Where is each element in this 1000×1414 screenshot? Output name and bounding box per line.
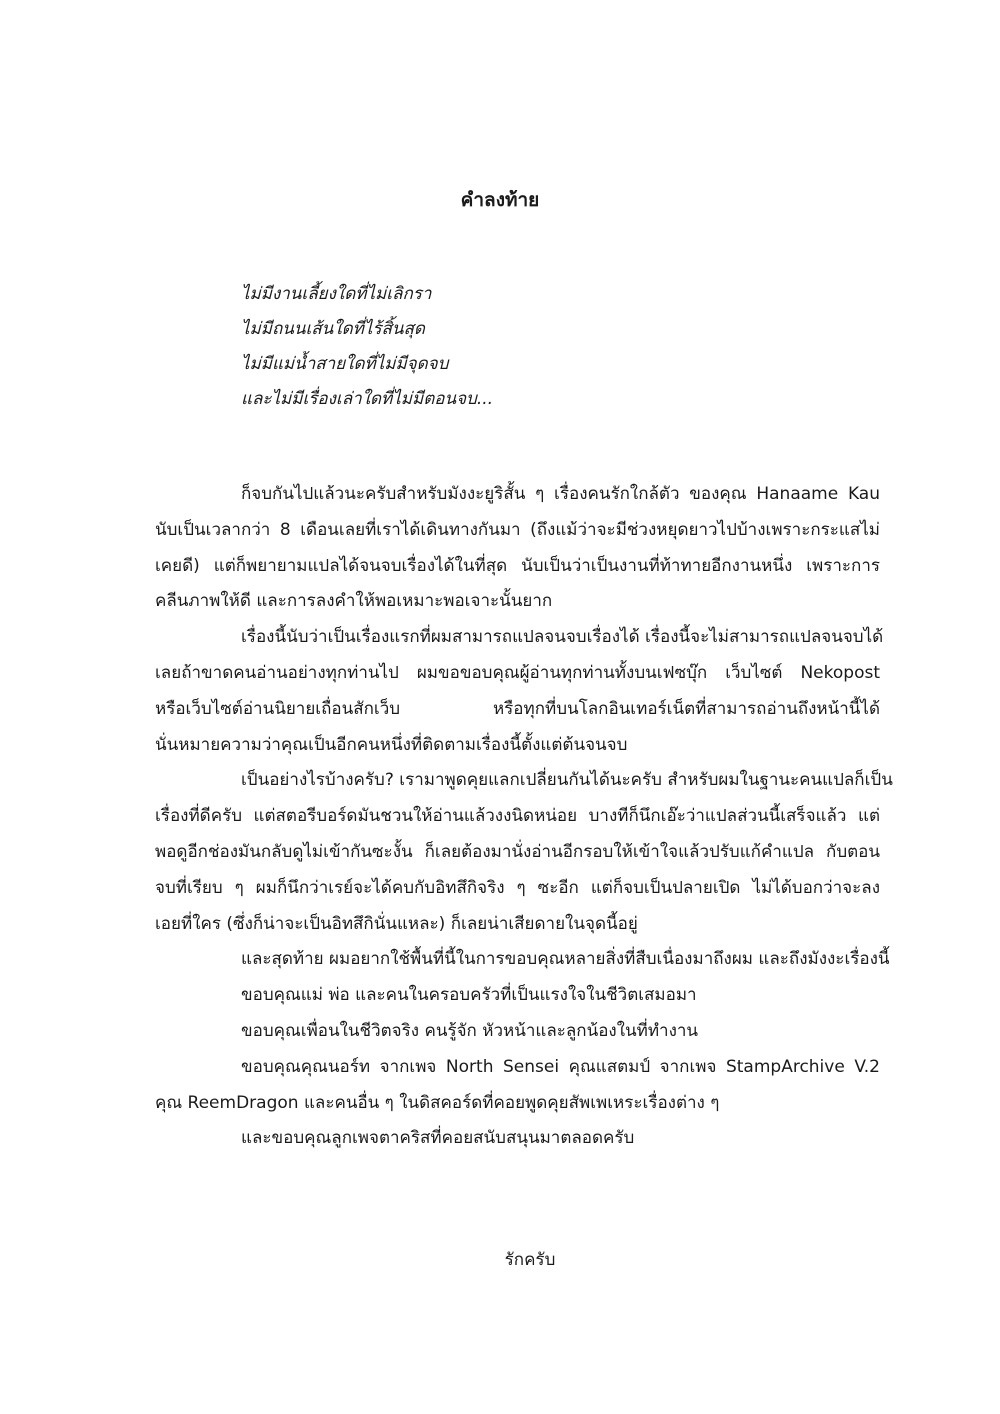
poem-line: ไม่มีถนนเส้นใดที่ไร้สิ้นสุด — [241, 319, 425, 339]
paragraph-line: จบที่เรียบ ๆ ผมก็นึกว่าเรย์จะได้คบกับอิทสึกิจริง ๆ ซะอีก แต่ก็จบเป็นปลายเปิด ไม่ได้บอกว่าจะลง — [155, 877, 880, 898]
body-text — [0, 477, 1000, 1157]
paragraph-line: คุณ ReemDragon และคนอื่น ๆ ในดิสคอร์ดที่คอยพูดคุยสัพเพเหระเรื่องต่าง ๆ — [155, 1092, 720, 1113]
paragraph-line: เอยที่ใคร (ซึ่งก็น่าจะเป็นอิทสึกินั่นแหละ) ก็เลยน่าเสียดายในจุดนี้อยู่ — [155, 913, 638, 934]
paragraph-line: คลีนภาพให้ดี และการลงคำให้พอเหมาะพอเจาะนั้นยาก — [155, 591, 553, 612]
poem-line: ไม่มีงานเลี้ยงใดที่ไม่เลิกรา — [241, 284, 432, 304]
paragraph-line: เรื่องนี้นับว่าเป็นเรื่องแรกที่ผมสามารถแปลจนจบเรื่องได้ เรื่องนี้จะไม่สามารถแปลจนจบได้ — [241, 627, 884, 648]
paragraph-line: หรือเว็บไซต์อ่านนิยายเถื่อนสักเว็บ หรือทุกที่บนโลกอินเทอร์เน็ตที่สามารถอ่านถึงหน้านี้ได้ — [155, 698, 880, 719]
closing-signature: รักครับ — [504, 1250, 556, 1270]
paragraph-line: พอดูอีกช่องมันกลับดูไม่เข้ากันซะงั้น ก็เลยต้องมานั่งอ่านอีกรอบให้เข้าใจแล้วปรับแก้คำแปล กับตอน — [155, 841, 880, 862]
paragraph-line: ขอบคุณเพื่อนในชีวิตจริง คนรู้จัก หัวหน้าและลูกน้องในที่ทำงาน — [241, 1020, 699, 1041]
paragraph-line: เป็นอย่างไรบ้างครับ? เรามาพูดคุยแลกเปลี่ยนกันได้นะครับ สำหรับผมในฐานะคนแปลก็เป็น — [241, 770, 893, 791]
opening-poem — [241, 277, 841, 417]
paragraph-line: เลยถ้าขาดคนอ่านอย่างทุกท่านไป ผมขอขอบคุณผู้อ่านทุกท่านทั้งบนเฟซบุ๊ก เว็บไซต์ Nekopost — [155, 662, 880, 683]
paragraph-line: นับเป็นเวลากว่า 8 เดือนเลยที่เราได้เดินทางกันมา (ถึงแม้ว่าจะมีช่วงหยุดยาวไปบ้างเพราะกระแสไม่ — [155, 519, 880, 540]
paragraph-line: เคยดี) แต่ก็พยายามแปลได้จนจบเรื่องได้ในที่สุด นับเป็นว่าเป็นงานที่ท้าทายอีกงานหนึ่ง เพราะการ — [155, 555, 880, 576]
paragraph-line: ขอบคุณคุณนอร์ท จากเพจ North Sensei คุณแสตมป์ จากเพจ StampArchive V.2 — [241, 1056, 880, 1077]
paragraph-line: ขอบคุณแม่ พ่อ และคนในครอบครัวที่เป็นแรงใจในชีวิตเสมอมา — [241, 985, 697, 1006]
poem-line: ไม่มีแม่น้ำสายใดที่ไม่มีจุดจบ — [241, 354, 449, 374]
paragraph-line: เรื่องที่ดีครับ แต่สตอรีบอร์ดมันชวนให้อ่านแล้วงงนิดหน่อย บางทีก็นึกเอ๊ะว่าแปลส่วนนี้เสร็จแล้ว แต่ — [155, 806, 880, 827]
paragraph-line: และสุดท้าย ผมอยากใช้พื้นที่นี้ในการขอบคุณหลายสิ่งที่สืบเนื่องมาถึงผม และถึงมังงะเรื่องนี้ — [241, 949, 890, 970]
page-title: คำลงท้าย — [460, 189, 540, 211]
poem-line: และไม่มีเรื่องเล่าใดที่ไม่มีตอนจบ... — [241, 389, 494, 409]
paragraph-line: ก็จบกันไปแล้วนะครับสำหรับมังงะยูริสั้น ๆ เรื่องคนรักใกล้ตัว ของคุณ Hanaame Kau — [241, 484, 880, 504]
paragraph-line: นั่นหมายความว่าคุณเป็นอีกคนหนึ่งที่ติดตามเรื่องนี้ตั้งแต่ต้นจนจบ — [155, 734, 628, 755]
paragraph-line: และขอบคุณลูกเพจตาคริสที่คอยสนับสนุนมาตลอดครับ — [241, 1128, 635, 1149]
